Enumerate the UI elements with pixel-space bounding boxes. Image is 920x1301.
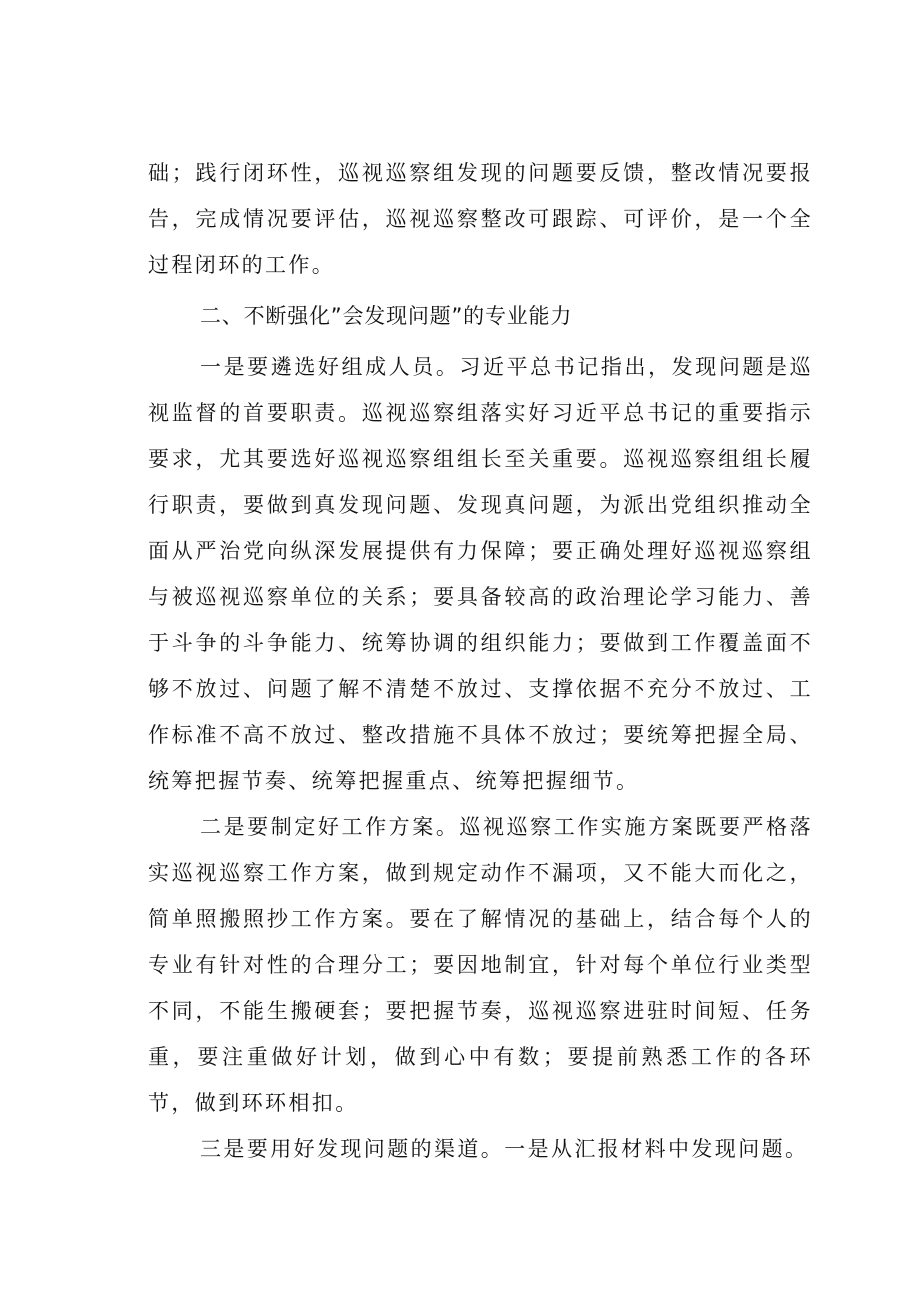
paragraph-work-plan: 二是要制定好工作方案。巡视巡察工作实施方案既要严格落实巡视巡察工作方案，做到规定动作不漏项，又不能大而化之，简单照搬照抄工作方案。要在了解情况的基础上，结合每个人的专业有针对性的合理分工；要因地制宜，针对每个单位行业类型不同，不能生搬硬套；要把握节奏，巡视巡察进驻时间短、任务重，要注重做好计划，做到心中有数；要提前熟悉工作的各环节，做到环环相扣。: [148, 815, 813, 1115]
paragraph-continuation: 础；践行闭环性，巡视巡察组发现的问题要反馈，整改情况要报告，完成情况要评估，巡视巡察整改可跟踪、可评价，是一个全过程闭环的工作。: [148, 161, 813, 277]
document-body: [148, 150, 813, 1172]
section-heading: 二、不断强化”会发现问题”的专业能力: [200, 304, 573, 328]
paragraph-selection: 一是要遴选好组成人员。习近平总书记指出，发现问题是巡视监督的首要职责。巡视巡察组落实好习近平总书记的重要指示要求，尤其要选好巡视巡察组组长至关重要。巡视巡察组组长履行职责，要做到真发现问题、发现真问题，为派出党组织推动全面从严治党向纵深发展提供有力保障；要正确处理好巡视巡察组与被巡视巡察单位的关系；要具备较高的政治理论学习能力、善于斗争的斗争能力、统筹协调的组织能力；要做到工作覆盖面不够不放过、问题了解不清楚不放过、支撑依据不充分不放过、工作标准不高不放过、整改措施不具体不放过；要统筹把握全局、统筹把握节奏、统筹把握重点、统筹把握细节。: [148, 355, 813, 793]
paragraph-channels: 三是要用好发现问题的渠道。一是从汇报材料中发现问题。: [200, 1137, 809, 1161]
